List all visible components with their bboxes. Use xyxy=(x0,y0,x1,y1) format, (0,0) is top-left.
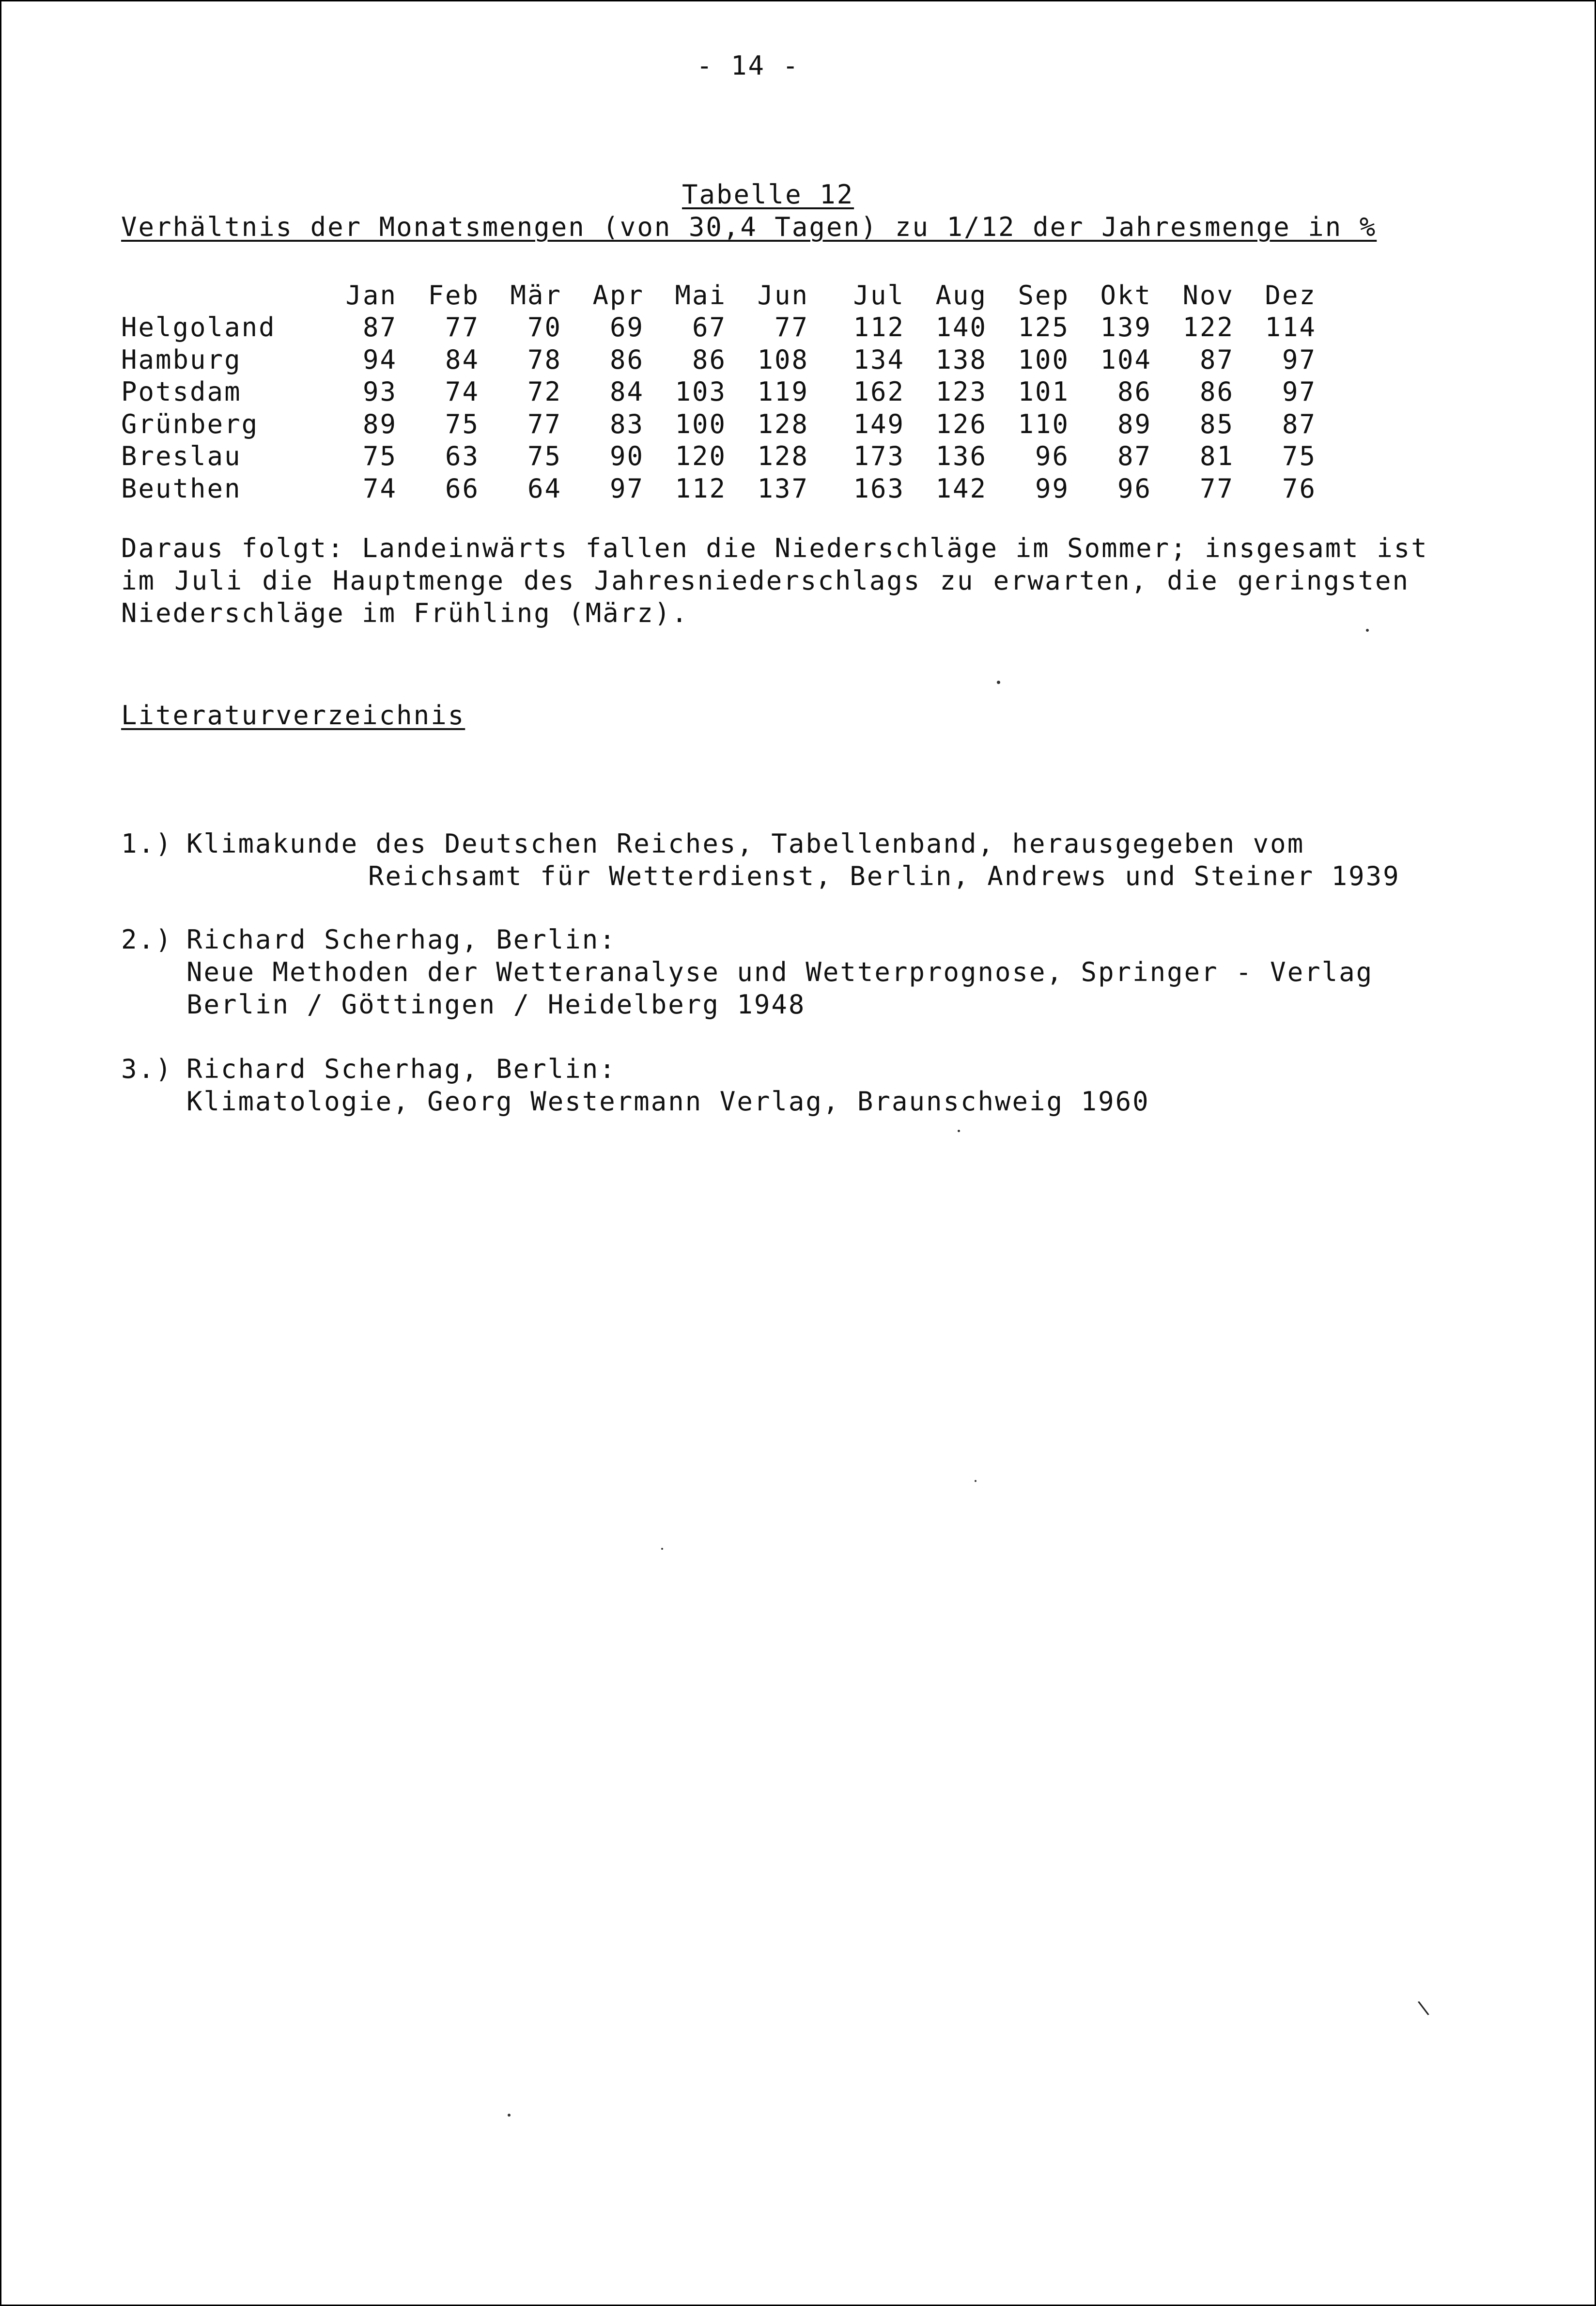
month-header: Jul xyxy=(853,280,905,311)
table-row xyxy=(121,343,1317,376)
reference-line: Klimatologie, Georg Westermann Verlag, Braunschweig 1960 xyxy=(186,1086,1150,1117)
table-cell: 74 xyxy=(362,473,397,504)
table-cell: 72 xyxy=(527,376,562,407)
half-year-gap xyxy=(809,472,822,505)
reference-number: 2.) xyxy=(121,924,173,955)
table-cell: 78 xyxy=(527,344,562,375)
table-cell: 64 xyxy=(527,473,562,504)
reference-line: Richard Scherhag, Berlin: xyxy=(186,924,617,955)
table-cell: 87 xyxy=(362,312,397,343)
table-cell: 90 xyxy=(609,441,644,472)
station-name: Potsdam xyxy=(121,376,242,407)
table-header-row xyxy=(121,279,1317,312)
table-cell: 77 xyxy=(1199,473,1234,504)
table-cell: 149 xyxy=(853,408,905,439)
table-cell: 123 xyxy=(935,376,987,407)
table-cell: 75 xyxy=(527,441,562,472)
month-header: Feb xyxy=(428,280,480,311)
table-cell: 86 xyxy=(692,344,727,375)
table-cell: 103 xyxy=(675,376,727,407)
table-cell: 112 xyxy=(675,473,727,504)
reference-item xyxy=(121,924,1374,1024)
table-cell: 97 xyxy=(1282,376,1317,407)
table-row xyxy=(121,408,1317,440)
scan-speck xyxy=(508,2114,511,2117)
table-cell: 75 xyxy=(362,441,397,472)
table-cell: 89 xyxy=(1117,408,1152,439)
month-header: Aug xyxy=(935,280,987,311)
conclusion-line: im Juli die Hauptmenge des Jahresniederschlags zu erwarten, die geringsten xyxy=(121,565,1410,596)
table-cell: 84 xyxy=(609,376,644,407)
half-year-gap xyxy=(809,312,822,344)
table-cell: 99 xyxy=(1035,473,1069,504)
table-cell: 110 xyxy=(1018,408,1069,439)
reference-number: 1.) xyxy=(121,828,173,859)
table-cell: 101 xyxy=(1018,376,1069,407)
reference-item xyxy=(121,1056,1150,1121)
table-cell: 75 xyxy=(1282,441,1317,472)
table-cell: 87 xyxy=(1282,408,1317,439)
precipitation-table xyxy=(121,279,1317,505)
conclusion-line: Daraus folgt: Landeinwärts fallen die Niederschläge im Sommer; insgesamt ist xyxy=(121,533,1428,563)
table-cell: 63 xyxy=(445,441,480,472)
half-year-gap xyxy=(809,343,822,376)
table-title: Verhältnis der Monatsmengen (von 30,4 Tagen) zu 1/12 der Jahresmenge in % xyxy=(121,212,1377,242)
reference-item xyxy=(121,828,1400,896)
station-name: Helgoland xyxy=(121,312,276,343)
literature-heading: Literaturverzeichnis xyxy=(121,700,465,731)
month-header: Jun xyxy=(757,280,809,311)
month-header: Dez xyxy=(1265,280,1317,311)
table-cell: 96 xyxy=(1117,473,1152,504)
table-cell: 86 xyxy=(1117,376,1152,407)
scan-speck xyxy=(958,1130,960,1132)
table-cell: 126 xyxy=(935,408,987,439)
table-row xyxy=(121,312,1317,344)
table-cell: 87 xyxy=(1117,441,1152,472)
table-cell: 108 xyxy=(757,344,809,375)
table-cell: 122 xyxy=(1182,312,1234,343)
table-cell: 94 xyxy=(362,344,397,375)
half-year-gap xyxy=(809,376,822,408)
table-cell: 125 xyxy=(1018,312,1069,343)
table-cell: 96 xyxy=(1035,441,1069,472)
table-cell: 89 xyxy=(362,408,397,439)
table-cell: 74 xyxy=(445,376,480,407)
table-cell: 87 xyxy=(1199,344,1234,375)
table-cell: 173 xyxy=(853,441,905,472)
table-cell: 85 xyxy=(1199,408,1234,439)
table-cell: 67 xyxy=(692,312,727,343)
table-cell: 128 xyxy=(757,441,809,472)
reference-line: Neue Methoden der Wetteranalyse und Wetterprognose, Springer - Verlag xyxy=(186,957,1374,987)
table-cell: 142 xyxy=(935,473,987,504)
table-row xyxy=(121,440,1317,473)
table-cell: 138 xyxy=(935,344,987,375)
month-header: Okt xyxy=(1100,280,1152,311)
month-header: Jan xyxy=(345,280,397,311)
table-cell: 139 xyxy=(1100,312,1152,343)
table-cell: 104 xyxy=(1100,344,1152,375)
table-cell: 76 xyxy=(1282,473,1317,504)
table-cell: 69 xyxy=(609,312,644,343)
table-cell: 66 xyxy=(445,473,480,504)
page-number: - 14 - xyxy=(697,50,800,81)
reference-line: Richard Scherhag, Berlin: xyxy=(186,1054,617,1084)
station-name: Hamburg xyxy=(121,344,242,375)
reference-line: Berlin / Göttingen / Heidelberg 1948 xyxy=(186,989,806,1020)
table-cell: 136 xyxy=(935,441,987,472)
reference-line: Reichsamt für Wetterdienst, Berlin, Andrews und Steiner 1939 xyxy=(368,861,1400,891)
table-cell: 114 xyxy=(1265,312,1317,343)
month-header: Nov xyxy=(1182,280,1234,311)
table-cell: 140 xyxy=(935,312,987,343)
table-cell: 97 xyxy=(609,473,644,504)
table-cell: 86 xyxy=(609,344,644,375)
table-cell: 119 xyxy=(757,376,809,407)
table-cell: 100 xyxy=(675,408,727,439)
table-cell: 137 xyxy=(757,473,809,504)
table-row xyxy=(121,472,1317,505)
table-cell: 83 xyxy=(609,408,644,439)
table-number: Tabelle 12 xyxy=(682,179,854,210)
table-cell: 77 xyxy=(774,312,809,343)
scan-speck xyxy=(997,681,1000,684)
table-cell: 128 xyxy=(757,408,809,439)
table-cell: 77 xyxy=(527,408,562,439)
table-cell: 100 xyxy=(1018,344,1069,375)
half-year-gap xyxy=(809,279,822,312)
half-year-gap xyxy=(809,408,822,440)
reference-line: Klimakunde des Deutschen Reiches, Tabellenband, herausgegeben vom xyxy=(186,828,1305,859)
table-cell: 112 xyxy=(853,312,905,343)
month-header: Mai xyxy=(675,280,727,311)
scan-speck xyxy=(975,1480,976,1482)
month-header: Mär xyxy=(510,280,562,311)
half-year-gap xyxy=(809,440,822,473)
table-cell: 70 xyxy=(527,312,562,343)
conclusion-paragraph xyxy=(121,533,1428,633)
conclusion-line: Niederschläge im Frühling (März). xyxy=(121,598,689,628)
month-header: Apr xyxy=(592,280,644,311)
table-cell: 93 xyxy=(362,376,397,407)
table-cell: 162 xyxy=(853,376,905,407)
reference-number: 3.) xyxy=(121,1054,173,1084)
station-name: Grünberg xyxy=(121,408,259,439)
month-header: Sep xyxy=(1018,280,1069,311)
table-corner-cell xyxy=(121,279,315,312)
table-cell: 86 xyxy=(1199,376,1234,407)
table-cell: 134 xyxy=(853,344,905,375)
scan-mark: \ xyxy=(1416,1996,1430,2020)
table-cell: 75 xyxy=(445,408,480,439)
table-cell: 163 xyxy=(853,473,905,504)
table-cell: 84 xyxy=(445,344,480,375)
station-name: Beuthen xyxy=(121,473,242,504)
table-cell: 81 xyxy=(1199,441,1234,472)
table-cell: 120 xyxy=(675,441,727,472)
table-cell: 77 xyxy=(445,312,480,343)
scan-speck xyxy=(661,1548,663,1550)
table-row xyxy=(121,376,1317,408)
scan-speck xyxy=(1366,629,1369,632)
table-cell: 97 xyxy=(1282,344,1317,375)
station-name: Breslau xyxy=(121,441,242,472)
